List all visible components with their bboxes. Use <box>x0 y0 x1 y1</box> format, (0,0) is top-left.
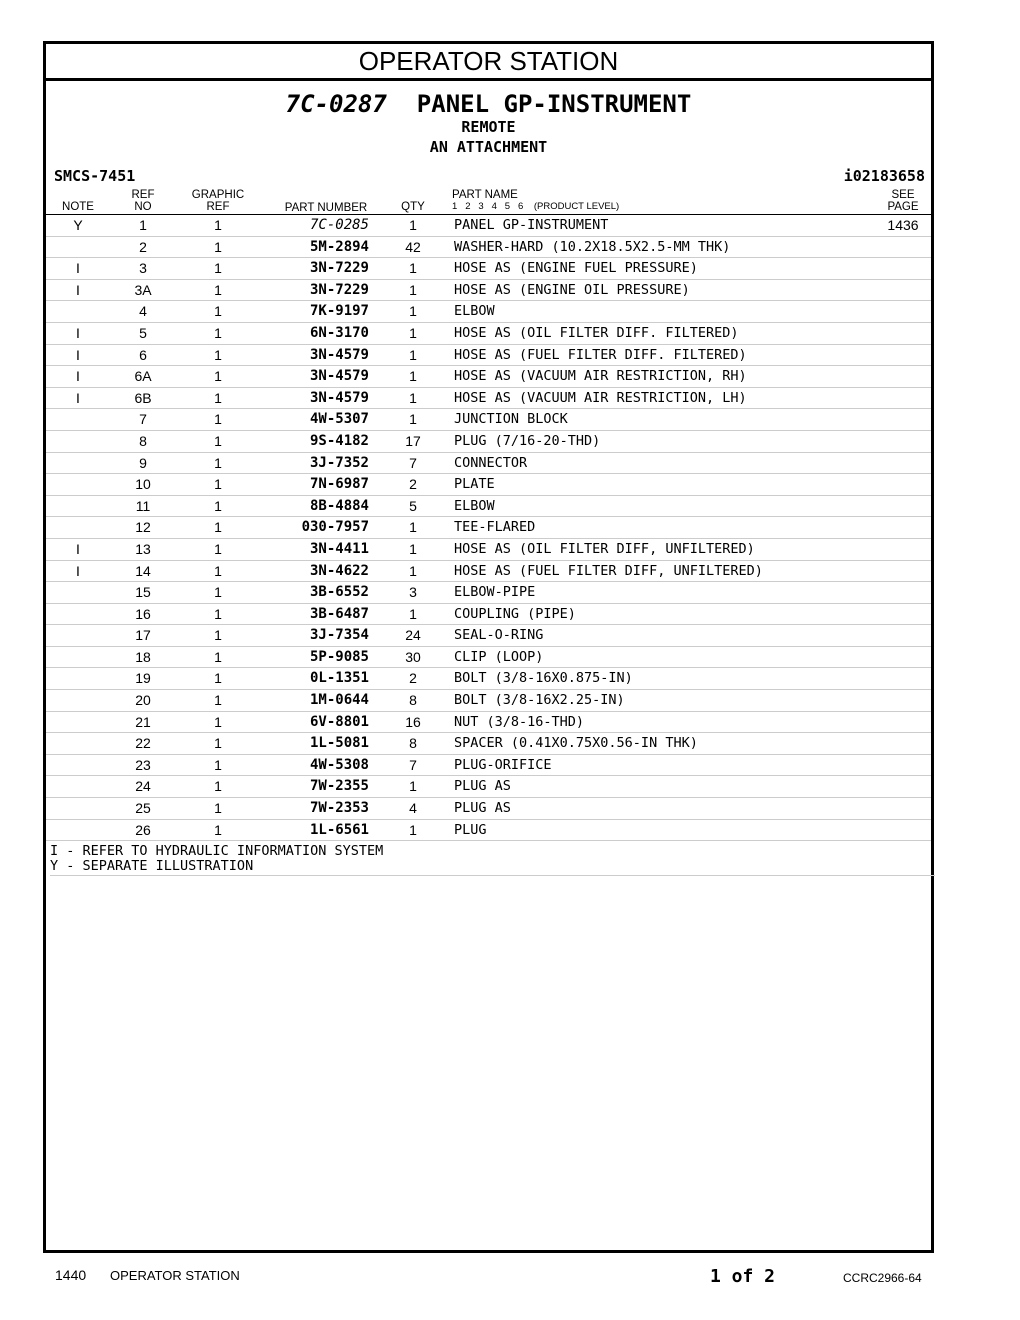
part-number-cell: 3N-4579 <box>309 346 369 363</box>
part-number-cell: 1M-0644 <box>309 692 369 709</box>
col-graphic-ref <box>186 189 250 213</box>
qty-cell: 1 <box>409 303 417 320</box>
part-name-cell: PLUG <box>454 821 487 838</box>
subtitle-attachment: AN ATTACHMENT <box>429 138 548 156</box>
note-cell: I <box>76 281 80 298</box>
part-name-cell: JUNCTION BLOCK <box>454 411 568 428</box>
part-number-cell: 4W-5307 <box>309 411 369 428</box>
table-row <box>46 798 931 820</box>
part-number-cell: 3N-4579 <box>309 368 369 385</box>
qty-cell: 42 <box>405 238 421 255</box>
qty-cell: 17 <box>405 432 421 449</box>
table-row <box>46 215 931 237</box>
graphic-ref-cell: 1 <box>214 281 222 298</box>
part-number-cell: 3J-7352 <box>309 454 369 471</box>
col-part-number: PART NUMBER <box>284 202 368 214</box>
ref-no-cell: 4 <box>139 303 147 320</box>
table-row <box>46 345 931 367</box>
graphic-ref-cell: 1 <box>214 540 222 557</box>
assembly-part-number: 7C-0287 <box>285 90 387 118</box>
subtitle-remote: REMOTE <box>461 118 516 136</box>
graphic-ref-cell: 1 <box>214 735 222 752</box>
graphic-ref-cell: 1 <box>214 713 222 730</box>
part-name-cell: HOSE AS (OIL FILTER DIFF, UNFILTERED) <box>454 540 755 557</box>
graphic-ref-cell: 1 <box>214 800 222 817</box>
table-row <box>46 625 931 647</box>
graphic-ref-cell: 1 <box>214 346 222 363</box>
part-number-cell: 3J-7354 <box>309 627 369 644</box>
col-product-levels: 1 2 3 4 5 6 (PRODUCT LEVEL) <box>452 201 620 212</box>
qty-cell: 1 <box>409 411 417 428</box>
part-number-cell: 6V-8801 <box>309 713 369 730</box>
graphic-ref-cell: 1 <box>214 260 222 277</box>
part-number-cell: 7C-0285 <box>309 217 369 233</box>
col-qty: QTY <box>401 201 425 213</box>
table-row <box>46 712 931 734</box>
qty-cell: 24 <box>405 627 421 644</box>
ref-no-cell: 3 <box>139 260 147 277</box>
col-ref-line1: REF <box>131 189 155 201</box>
table-row <box>46 496 931 518</box>
note-cell: I <box>76 389 80 406</box>
part-number-cell: 3B-6552 <box>309 584 369 601</box>
graphic-ref-cell: 1 <box>214 389 222 406</box>
part-number-cell: 3N-7229 <box>309 260 369 277</box>
qty-cell: 7 <box>409 454 417 471</box>
graphic-ref-cell: 1 <box>214 821 222 838</box>
ref-no-cell: 3A <box>134 281 152 298</box>
graphic-ref-cell: 1 <box>214 238 222 255</box>
part-name-cell: HOSE AS (VACUUM AIR RESTRICTION, LH) <box>454 389 747 406</box>
ref-no-cell: 6A <box>134 368 152 385</box>
qty-cell: 1 <box>409 778 417 795</box>
graphic-ref-cell: 1 <box>214 519 222 536</box>
part-number-cell: 7W-2355 <box>309 778 369 795</box>
ref-no-cell: 14 <box>135 562 151 579</box>
qty-cell: 5 <box>409 497 417 514</box>
graphic-ref-cell: 1 <box>214 454 222 471</box>
part-name-cell: CONNECTOR <box>454 454 528 471</box>
table-row <box>46 690 931 712</box>
note-cell: I <box>76 260 80 277</box>
part-name-cell: ELBOW-PIPE <box>454 584 536 601</box>
table-row <box>46 388 931 410</box>
table-row <box>46 474 931 496</box>
col-see-line2: PAGE <box>887 201 919 213</box>
table-row <box>46 776 931 798</box>
part-name-cell: NUT (3/8-16-THD) <box>454 713 585 730</box>
ref-no-cell: 6 <box>139 346 147 363</box>
col-see-line1: SEE <box>891 189 915 201</box>
ref-no-cell: 8 <box>139 432 147 449</box>
part-number-cell: 7K-9197 <box>309 303 369 320</box>
ref-no-cell: 15 <box>135 584 151 601</box>
table-row <box>46 323 931 345</box>
part-number-cell: 6N-3170 <box>309 324 369 341</box>
col-graphic-line2: REF <box>206 201 230 213</box>
ref-no-cell: 22 <box>135 735 151 752</box>
table-row <box>46 820 931 842</box>
table-row <box>46 604 931 626</box>
part-name-cell: PLUG AS <box>454 800 511 817</box>
graphic-ref-cell: 1 <box>214 584 222 601</box>
qty-cell: 1 <box>409 281 417 298</box>
part-name-cell: HOSE AS (OIL FILTER DIFF. FILTERED) <box>454 324 739 341</box>
part-name-cell: PLUG (7/16-20-THD) <box>454 432 601 449</box>
graphic-ref-cell: 1 <box>214 627 222 644</box>
qty-cell: 8 <box>409 692 417 709</box>
footer-page-of: 1 of 2 <box>710 1266 776 1287</box>
table-row <box>46 280 931 302</box>
col-see-page <box>878 189 928 213</box>
ref-no-cell: 25 <box>135 800 151 817</box>
graphic-ref-cell: 1 <box>214 324 222 341</box>
footer-page-number: 1440 <box>55 1267 87 1283</box>
ref-no-cell: 24 <box>135 778 151 795</box>
ref-no-cell: 11 <box>135 497 151 514</box>
graphic-ref-cell: 1 <box>214 368 222 385</box>
graphic-ref-cell: 1 <box>214 605 222 622</box>
ref-no-cell: 19 <box>135 670 151 687</box>
part-name-cell: SEAL-O-RING <box>454 627 544 644</box>
ref-no-cell: 6B <box>134 389 152 406</box>
part-number-cell: 7N-6987 <box>309 476 369 493</box>
qty-cell: 2 <box>409 670 417 687</box>
qty-cell: 1 <box>409 368 417 385</box>
note-cell: I <box>76 346 80 363</box>
qty-cell: 1 <box>409 519 417 536</box>
part-number-cell: 3N-4579 <box>309 389 369 406</box>
info-id: i02183658 <box>843 167 925 185</box>
graphic-ref-cell: 1 <box>214 562 222 579</box>
part-name-cell: ELBOW <box>454 303 495 320</box>
notes-legend <box>50 844 935 876</box>
qty-cell: 3 <box>409 584 417 601</box>
col-graphic-line1: GRAPHIC <box>191 189 245 201</box>
part-number-cell: 4W-5308 <box>309 756 369 773</box>
col-part-name <box>452 189 619 213</box>
ref-no-cell: 16 <box>135 605 151 622</box>
note-cell: I <box>76 540 80 557</box>
part-number-cell: 1L-5081 <box>309 735 369 752</box>
part-name-cell: WASHER-HARD (10.2X18.5X2.5-MM THK) <box>454 238 731 255</box>
note-i: I - REFER TO HYDRAULIC INFORMATION SYSTEM <box>50 843 384 859</box>
ref-no-cell: 21 <box>135 713 151 730</box>
table-row <box>46 647 931 669</box>
part-number-cell: 5P-9085 <box>309 648 369 665</box>
table-row <box>46 517 931 539</box>
note-y: Y - SEPARATE ILLUSTRATION <box>50 858 254 874</box>
graphic-ref-cell: 1 <box>214 497 222 514</box>
note-cell: Y <box>73 217 83 233</box>
qty-cell: 1 <box>409 540 417 557</box>
table-row <box>46 453 931 475</box>
ref-no-cell: 23 <box>135 756 151 773</box>
part-number-cell: 5M-2894 <box>309 238 369 255</box>
ref-no-cell: 20 <box>135 692 151 709</box>
ref-no-cell: 26 <box>135 821 151 838</box>
graphic-ref-cell: 1 <box>214 411 222 428</box>
table-row <box>46 258 931 280</box>
part-name-cell: BOLT (3/8-16X0.875-IN) <box>454 670 633 687</box>
note-cell: I <box>76 324 80 341</box>
qty-cell: 1 <box>409 821 417 838</box>
qty-cell: 4 <box>409 800 417 817</box>
ref-no-cell: 7 <box>139 411 147 428</box>
ref-no-cell: 17 <box>135 627 151 644</box>
footer-section: OPERATOR STATION <box>110 1268 240 1283</box>
graphic-ref-cell: 1 <box>214 217 222 233</box>
part-number-cell: 3N-4622 <box>309 562 369 579</box>
ref-no-cell: 10 <box>135 476 151 493</box>
part-name-cell: HOSE AS (VACUUM AIR RESTRICTION, RH) <box>454 368 747 385</box>
part-name-cell: HOSE AS (ENGINE OIL PRESSURE) <box>454 281 690 298</box>
ref-no-cell: 9 <box>139 454 147 471</box>
note-cell: I <box>76 562 80 579</box>
qty-cell: 1 <box>409 260 417 277</box>
part-number-cell: 7W-2353 <box>309 800 369 817</box>
graphic-ref-cell: 1 <box>214 778 222 795</box>
part-name-cell: HOSE AS (FUEL FILTER DIFF, UNFILTERED) <box>454 562 763 579</box>
qty-cell: 1 <box>409 324 417 341</box>
part-number-cell: 9S-4182 <box>309 432 369 449</box>
note-cell: I <box>76 368 80 385</box>
qty-cell: 1 <box>409 346 417 363</box>
table-row <box>46 561 931 583</box>
qty-cell: 16 <box>405 713 421 730</box>
part-name-cell: HOSE AS (FUEL FILTER DIFF. FILTERED) <box>454 346 747 363</box>
ref-no-cell: 1 <box>139 217 147 233</box>
page-frame <box>43 41 934 1253</box>
ref-no-cell: 2 <box>139 238 147 255</box>
graphic-ref-cell: 1 <box>214 756 222 773</box>
qty-cell: 1 <box>409 605 417 622</box>
part-name-cell: HOSE AS (ENGINE FUEL PRESSURE) <box>454 260 698 277</box>
table-row <box>46 366 931 388</box>
ref-no-cell: 18 <box>135 648 151 665</box>
part-name-cell: BOLT (3/8-16X2.25-IN) <box>454 692 625 709</box>
assembly-name: PANEL GP-INSTRUMENT <box>416 90 692 118</box>
table-row <box>46 409 931 431</box>
part-number-cell: 8B-4884 <box>309 497 369 514</box>
part-name-cell: PANEL GP-INSTRUMENT <box>454 217 609 233</box>
table-row <box>46 733 931 755</box>
graphic-ref-cell: 1 <box>214 303 222 320</box>
table-row <box>46 431 931 453</box>
part-name-cell: PLUG AS <box>454 778 511 795</box>
part-name-cell: SPACER (0.41X0.75X0.56-IN THK) <box>454 735 698 752</box>
smcs-code: SMCS-7451 <box>54 167 136 185</box>
part-number-cell: 030-7957 <box>301 519 369 536</box>
section-title: OPERATOR STATION <box>46 44 931 81</box>
graphic-ref-cell: 1 <box>214 476 222 493</box>
part-name-cell: ELBOW <box>454 497 495 514</box>
col-ref-line2: NO <box>134 201 152 213</box>
ref-no-cell: 12 <box>135 519 151 536</box>
part-name-cell: CLIP (LOOP) <box>454 648 544 665</box>
qty-cell: 2 <box>409 476 417 493</box>
col-ref-no <box>126 189 160 213</box>
table-row <box>46 539 931 561</box>
part-name-cell: PLATE <box>454 476 495 493</box>
qty-cell: 1 <box>409 389 417 406</box>
see-page-cell: 1436 <box>887 217 919 233</box>
part-number-cell: 0L-1351 <box>309 670 369 687</box>
parts-table <box>46 215 931 841</box>
part-number-cell: 3N-7229 <box>309 281 369 298</box>
graphic-ref-cell: 1 <box>214 432 222 449</box>
qty-cell: 7 <box>409 756 417 773</box>
ref-no-cell: 5 <box>139 324 147 341</box>
table-row <box>46 582 931 604</box>
ref-no-cell: 13 <box>135 540 151 557</box>
table-row <box>46 237 931 259</box>
qty-cell: 30 <box>405 648 421 665</box>
part-number-cell: 3B-6487 <box>309 605 369 622</box>
part-name-cell: PLUG-ORIFICE <box>454 756 552 773</box>
graphic-ref-cell: 1 <box>214 692 222 709</box>
qty-cell: 1 <box>409 217 417 233</box>
table-row <box>46 301 931 323</box>
graphic-ref-cell: 1 <box>214 648 222 665</box>
table-row <box>46 668 931 690</box>
part-number-cell: 3N-4411 <box>309 540 369 557</box>
table-row <box>46 755 931 777</box>
part-name-cell: TEE-FLARED <box>454 519 536 536</box>
graphic-ref-cell: 1 <box>214 670 222 687</box>
page-title <box>46 90 931 118</box>
col-part-name-label: PART NAME <box>452 189 518 201</box>
part-name-cell: COUPLING (PIPE) <box>454 605 576 622</box>
col-note: NOTE <box>62 201 94 213</box>
qty-cell: 8 <box>409 735 417 752</box>
footer-doc-code: CCRC2966-64 <box>843 1271 922 1285</box>
qty-cell: 1 <box>409 562 417 579</box>
part-number-cell: 1L-6561 <box>309 821 369 838</box>
